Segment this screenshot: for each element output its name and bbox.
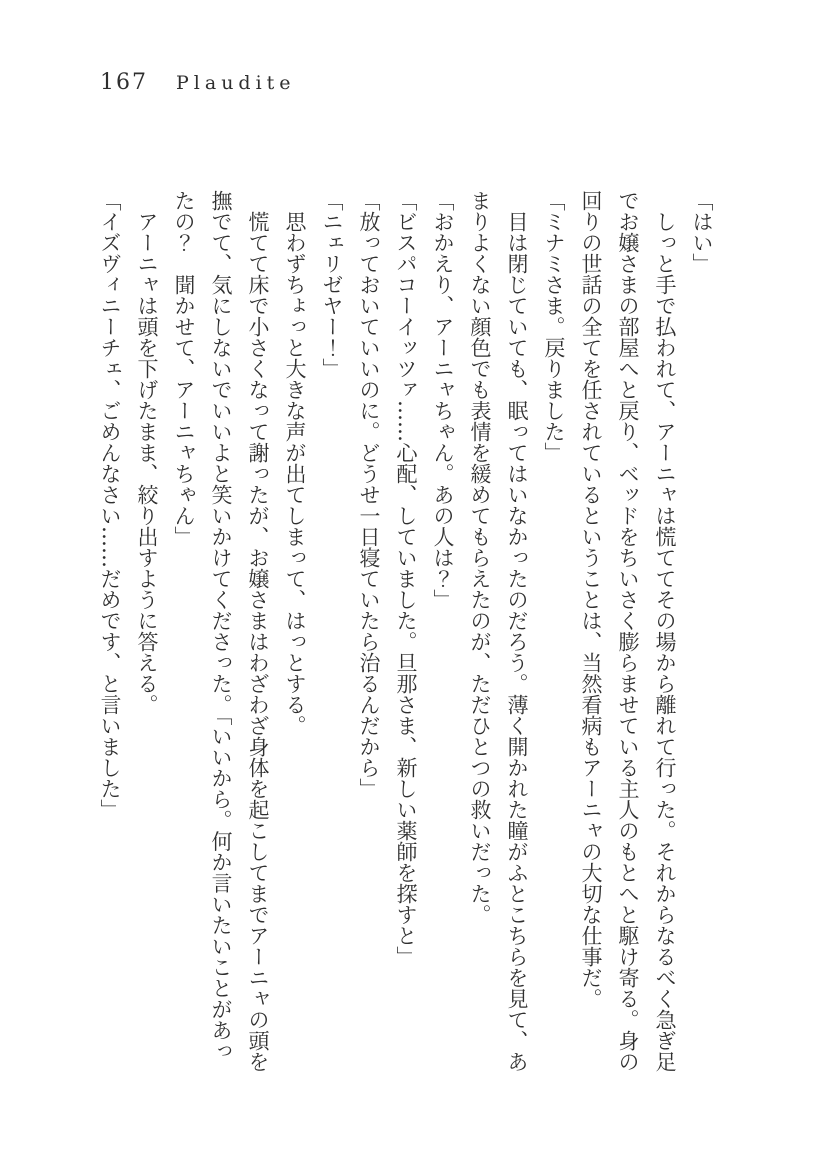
paragraph: 思わずちょっと大きな声が出てしまって、はっとする。 <box>283 211 307 736</box>
paragraph: 「おかえり、アーニャちゃん。あの人は？」 <box>431 190 455 610</box>
page-number: 167 <box>100 70 148 95</box>
text-body <box>91 190 720 1075</box>
running-title: Plaudite <box>176 72 296 94</box>
paragraph: アーニャは頭を下げたまま、絞り出すように答える。 <box>135 211 159 715</box>
paragraph: 「ミナミさま。戻りました」 <box>542 190 566 463</box>
paragraph: 「ビスパコーイッツァ……心配、していました。旦那さま、新しい薬師を探すと」 <box>394 190 418 967</box>
paragraph: 慌てて床で小さくなって謝ったが、お嬢さまはわざわざ身体を起こしてまでアーニャの頭を撫でて、気にしないでいいよと笑いかけてくださった。「いいから。何か言いたいことがあったの？ 聞かせて、アーニャちゃん」 <box>172 190 270 1072</box>
paragraph: 「はい」 <box>690 190 714 274</box>
paragraph: 目は閉じていても、眠ってはいなかったのだろう。薄く開かれた瞳がふとこちらを見て、あまりよくない顔色でも表情を緩めてもらえたのが、ただひとつの救いだった。 <box>468 190 529 1072</box>
paragraph: しっと手で払われて、アーニャは慌ててその場から離れて行った。それからなるべく急ぎ足でお嬢さまの部屋へと戻り、ベッドをちいさく膨らませている主人のもとへと駆け寄る。身の回りの世話の全てを任されているということは、当然看病もアーニャの大切な仕事だ。 <box>579 190 677 1072</box>
paragraph: 「ニェリゼヤー！」 <box>320 190 344 379</box>
paragraph: 「イズヴィニーチェ、ごめんなさい……だめです、と言いました」 <box>98 190 122 820</box>
paragraph: 「放っておいていいのに。どうせ一日寝ていたら治るんだから」 <box>357 190 381 799</box>
